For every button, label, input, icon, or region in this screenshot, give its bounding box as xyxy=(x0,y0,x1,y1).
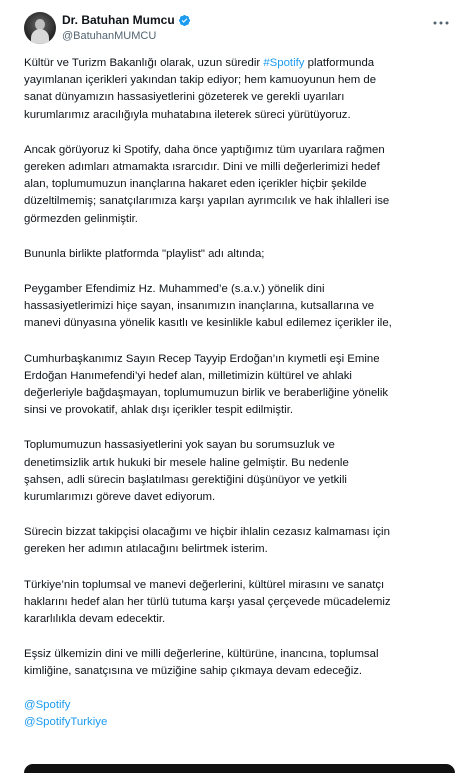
author-name[interactable]: Dr. Batuhan Mumcu xyxy=(62,13,175,27)
tweet-line: şahsen, adli sürecin başlatılması gerektiğini düşünüyor ve yetkili xyxy=(24,473,347,486)
mentions-list xyxy=(24,697,456,731)
tweet-paragraph xyxy=(24,437,456,506)
tweet-paragraph xyxy=(24,351,456,420)
tweet-line: Sürecin bizzat takipçisi olacağımı ve hiçbir ihlalin cezasız kalmaması için xyxy=(24,526,390,539)
tweet-line: Bununla birlikte platformda "playlist" adı altında; xyxy=(24,247,265,260)
mention-link[interactable]: @SpotifyTurkiye xyxy=(24,715,108,728)
author-handle[interactable]: @BatuhanMUMCU xyxy=(62,30,157,42)
tweet-line xyxy=(24,55,456,72)
tweet-line: Cumhurbaşkanımız Sayın Recep Tayyip Erdoğan’ın kıymetli eşi Emine xyxy=(24,352,380,365)
tweet-line: gereken adımları atmamakta ısrarcıdır. Dini ve milli değerlerimizi hedef xyxy=(24,161,380,174)
tweet-line: görmezden gelinmiştir. xyxy=(24,212,138,225)
tweet-paragraph xyxy=(24,524,456,558)
tweet-line: manevi dünyasına yönelik kasıtlı ve kesinlikle kabul edilemez içerikler ile, xyxy=(24,317,392,330)
tweet-line: sinsi ve provokatif, ahlak dışı içerikler tespit edilmiştir. xyxy=(24,404,294,417)
author-block xyxy=(62,13,191,43)
media-preview-edge[interactable] xyxy=(24,764,455,773)
hashtag-link[interactable]: #Spotify xyxy=(263,57,305,69)
avatar-bust xyxy=(31,29,49,44)
tweet-line: alan, toplumumuzun inançlarına hakaret eden içerikler hiçbir şekilde xyxy=(24,178,367,191)
tweet-paragraph xyxy=(24,246,456,263)
avatar[interactable] xyxy=(24,12,56,44)
name-row xyxy=(62,13,191,28)
tweet-line: düzeltilmemiş; sanatçılarımıza karşı yapılan ayrımcılık ve hak ihlalleri ise xyxy=(24,195,390,208)
tweet-header xyxy=(24,8,453,48)
tweet-paragraph xyxy=(24,577,456,629)
tweet-line: sanat dünyamızın hassasiyetlerini gözeterek ve gerekli uyarıları xyxy=(24,91,345,104)
tweet-line: Peygamber Efendimiz Hz. Muhammed’e (s.a.v.) yönelik dini xyxy=(24,283,325,296)
tweet-text-segment: Kültür ve Turizm Bakanlığı olarak, uzun süredir xyxy=(24,57,264,69)
tweet-line: haklarını hedef alan her türlü tutuma karşı yasal çerçevede mücadelemiz xyxy=(24,595,391,608)
tweet-line: Türkiye’nin toplumsal ve manevi değerlerini, kültürel mirasını ve sanatçı xyxy=(24,578,385,591)
tweet-line: hassasiyetlerimizi hiçe sayan, insanımızın inançlarına, kutsallarına ve xyxy=(24,300,375,313)
verified-badge-icon xyxy=(178,14,191,27)
mention-link[interactable]: @Spotify xyxy=(24,698,71,711)
tweet-line: değerleriyle bağdaşmayan, toplumumuzun birlik ve beraberliğine yönelik xyxy=(24,387,389,400)
tweet-line: gereken her adımın atılacağını belirtmek isterim. xyxy=(24,543,268,556)
more-options-icon[interactable] xyxy=(433,16,449,30)
tweet-line: kararlılıkla devam edecektir. xyxy=(24,613,166,626)
tweet-line: yayımlanan içerikleri yakından takip ediyor; hem kamuoyunun hem de xyxy=(24,74,377,87)
tweet-paragraph xyxy=(24,142,456,228)
tweet-paragraph xyxy=(24,55,456,124)
tweet-line: Eşsiz ülkemizin dini ve milli değerlerine, kültürüne, inancına, toplumsal xyxy=(24,648,379,661)
tweet-line: Ancak görüyoruz ki Spotify, daha önce yaptığımız tüm uyarılara rağmen xyxy=(24,143,385,156)
tweet-text xyxy=(24,55,456,731)
tweet-line: kimliğine, sanatçısına ve müziğine sahip çıkmaya devam edeceğiz. xyxy=(24,665,363,678)
tweet-paragraph xyxy=(24,281,456,333)
tweet-line: Toplumumuzun hassasiyetlerini yok sayan bu sorumsuzluk ve xyxy=(24,439,335,452)
tweet-paragraph xyxy=(24,646,456,680)
tweet-line: Erdoğan Hanımefendi’yi hedef alan, milletimizin kültürel ve ahlaki xyxy=(24,369,352,382)
tweet-text-segment: platformunda xyxy=(304,57,375,69)
tweet-line: denetimsizlik artık hukuki bir mesele haline gelmiştir. Bu nedenle xyxy=(24,456,349,469)
tweet-line: kurumlarımız aracılığıyla muhatabına ileterek süreci yürütüyoruz. xyxy=(24,108,351,121)
tweet-line: kurumlarımızı göreve davet ediyorum. xyxy=(24,491,216,504)
